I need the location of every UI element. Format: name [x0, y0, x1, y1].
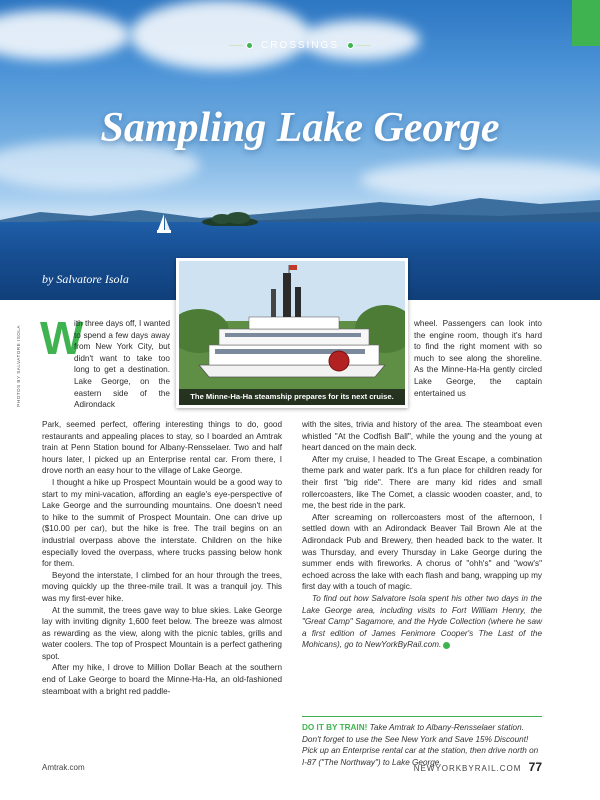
paragraph: I thought a hike up Prospect Mountain would be a good way to start to my mini-vacation, affording an eagle's eye-perspective of Lake George and the surrounding mountains. One doesn't need to hike to the summit of Prospect Mountain. One can drive up ($10.00 per car), but the hike is free. The trail begins on an industrial overpass above the interstate. Children on the hike especially loved the overpass, where trucks passing below honk for them.	[42, 477, 282, 569]
left-intro-text	[40, 312, 170, 411]
inset-photo	[176, 258, 408, 408]
paragraph: Park, seemed perfect, offering interesting things to do, good restaurants and appealing places to stay, so I boarded an Amtrak train at Penn Station bound for Albany-Rensselaer. Two and half hours later, I picked up an Enterprise rental car. From there, I drove north an easy hour to the village of Lake George.	[42, 420, 282, 476]
right-column	[302, 419, 542, 651]
section-name: CROSSINGS	[260, 40, 339, 51]
footer-site-link[interactable]: Amtrak.com	[42, 763, 85, 772]
island-icon	[200, 212, 260, 226]
paragraph: Beyond the interstate, I climbed for an hour through the trees, moving quickly up the three-mile trail. It was a tranquil joy. This was my first-ever hike.	[42, 570, 282, 603]
paragraph: wheel. Passengers can look into the engine room, though it's hard to find the right moment with so much to see along the shoreline. As the Minne-Ha-Ha gently circled Lake George, the captain entertained us	[414, 319, 542, 398]
footer-site-name[interactable]: NEWYORKBYRAIL.COM	[413, 764, 522, 773]
paragraph: After screaming on rollercoasters most of the afternoon, I settled down with an Adirondack Beaver Tail Brown Ale at the Adirondack Pub and Brewery, then headed back to the water. It was Thursday, and every Thursday in Lake George during the summer ends with fireworks. A chorus of "ohh's" and "wow's" echoed across the lake with each flash and bang, wrapping up my first day with a touch of magic.	[302, 512, 542, 592]
more-info-text: To find out how Salvatore Isola spent his other two days in the Lake George area, including visits to Fort William Henry, the "Great Camp" Sagamore, and the Hyde Collection (where he saw a first edition of James Fenimore Cooper's The Last of the Mohicans), go to NewYorkByRail.com.	[302, 593, 542, 650]
paragraph: After my hike, I drove to Million Dollar Beach at the southern end of Lake George to board the Minne-Ha-Ha, an old-fashioned steamboat with a bright red paddle-	[42, 663, 282, 696]
paragraph: At the summit, the trees gave way to blue skies. Lake George lay with inviting dignity 1,600 feet below. The breeze was almost as rewarding as the view, along with the picnic tables, grills and water coolers. The top of Prospect Mountain is a perfect gathering spot.	[42, 605, 282, 661]
callout-text: Take Amtrak to Albany-Rensselaer station. Don't forget to use the See New York and Save 15% Discount! Pick up an Enterprise rental car at the station, then drive north on I-87 ("The Northway") to Lake George.	[302, 723, 539, 767]
intro-paragraph	[40, 312, 170, 411]
callout-heading: DO IT BY TRAIN!	[302, 723, 368, 732]
right-intro-text	[414, 318, 542, 399]
page-number: 77	[528, 760, 542, 774]
sailboat-icon	[156, 214, 172, 236]
left-column	[42, 419, 282, 697]
photo-credit: PHOTOS BY SALVATORE ISOLA	[16, 325, 21, 407]
paragraph: with the sites, trivia and history of the area. The steamboat even whistled "At the Codfish Ball", while the young and the young at heart danced on the main deck.	[302, 420, 542, 453]
byline: by Salvatore Isola	[42, 272, 129, 286]
paragraph: After my cruise, I headed to The Great Escape, a combination theme park and water park. It's a fun place for children ready for their first "big ride". There are many kid rides and small rollercoasters, like The Comet, a classic wooden coaster, and, to me, the best ride in the park.	[302, 454, 542, 511]
footer-right	[414, 760, 542, 774]
drop-cap: W	[40, 312, 84, 364]
more-info-note	[302, 593, 542, 651]
steamboat-illustration	[179, 261, 405, 389]
end-mark-icon	[443, 642, 450, 649]
article-title: Sampling Lake George	[100, 105, 500, 151]
inset-caption: The Minne-Ha-Ha steamship prepares for its next cruise.	[179, 389, 405, 405]
intro-text: ith three days off, I wanted to spend a few days away from New York City, but didn't want to take too long to get a destination. Lake George, on the eastern side of the Adirondack	[74, 319, 170, 410]
section-label	[0, 40, 600, 51]
